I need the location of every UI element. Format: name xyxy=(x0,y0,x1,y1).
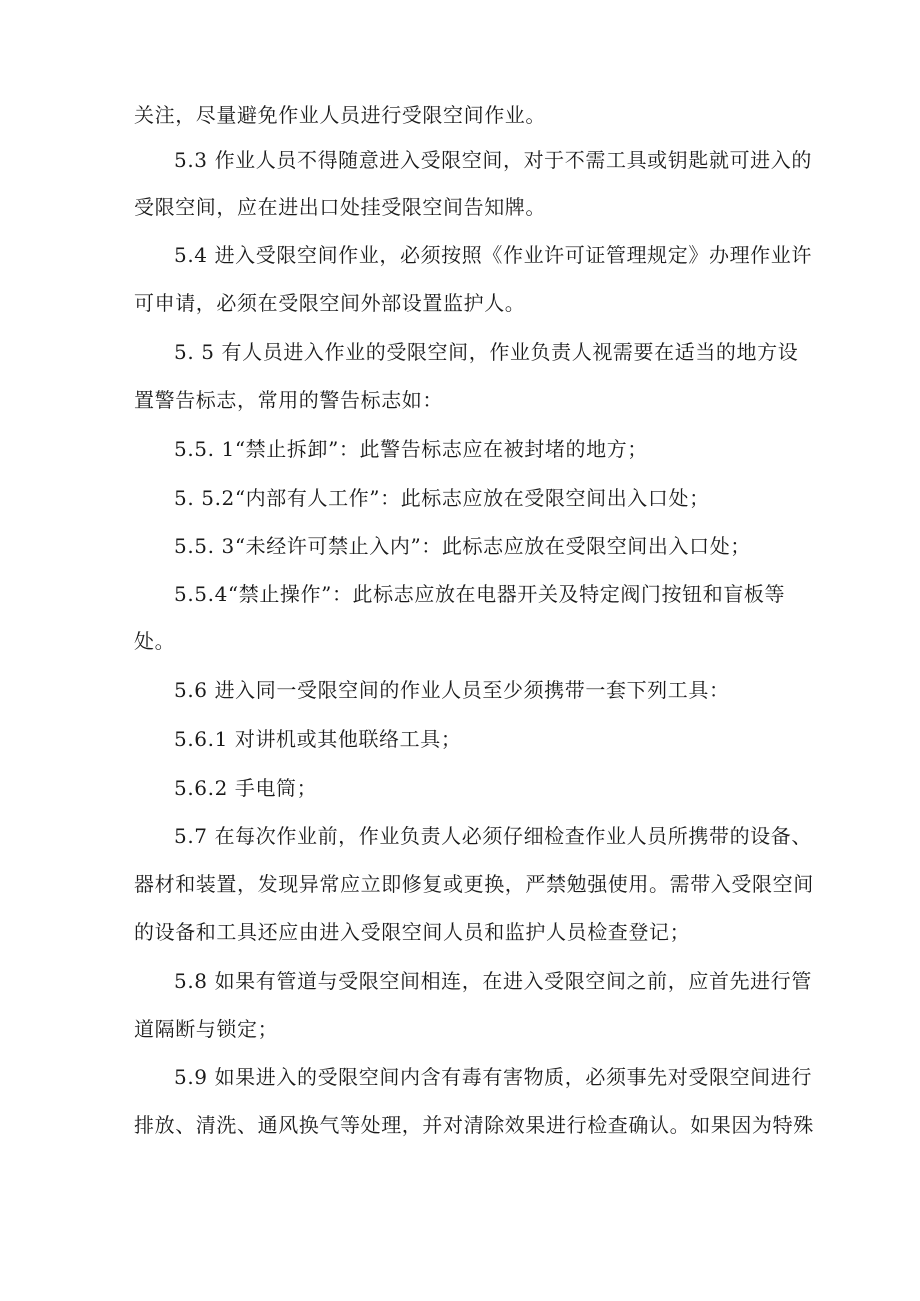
text-line: 5.4 进入受限空间作业，必须按照《作业许可证管理规定》办理作业许 xyxy=(174,243,812,267)
text-line: 5.7 在每次作业前，作业负责人必须仔细检查作业人员所携带的设备、 xyxy=(174,824,812,848)
text-line: 处。 xyxy=(134,629,176,653)
text-line: 5.9 如果进入的受限空间内含有毒有害物质，必须事先对受限空间进行 xyxy=(174,1065,812,1089)
text-line: 5.5. 1“禁止拆卸”：此警告标志应在被封堵的地方； xyxy=(174,437,648,461)
text-line: 5. 5 有人员进入作业的受限空间，作业负责人视需要在适当的地方设 xyxy=(174,340,799,364)
text-line: 5.6 进入同一受限空间的作业人员至少须携带一套下列工具： xyxy=(174,678,730,702)
text-line: 5.3 作业人员不得随意进入受限空间，对于不需工具或钥匙就可进入的 xyxy=(174,148,812,172)
text-line: 5.6.1 对讲机或其他联络工具； xyxy=(174,727,462,751)
text-line: 5.6.2 手电筒； xyxy=(174,776,318,800)
text-line: 道隔断与锁定； xyxy=(134,1017,279,1041)
text-line: 置警告标志，常用的警告标志如： xyxy=(134,388,443,412)
text-line: 关注，尽量避免作业人员进行受限空间作业。 xyxy=(134,103,546,127)
text-line: 5. 5.2“内部有人工作”：此标志应放在受限空间出入口处； xyxy=(174,486,710,510)
text-line: 排放、清洗、通风换气等处理，并对清除效果进行检查确认。如果因为特殊 xyxy=(134,1113,814,1137)
text-line: 5.5.4“禁止操作”：此标志应放在电器开关及特定阀门按钮和盲板等 xyxy=(174,582,786,606)
text-line: 器材和装置，发现异常应立即修复或更换，严禁勉强使用。需带入受限空间 xyxy=(134,872,814,896)
text-line: 5.8 如果有管道与受限空间相连，在进入受限空间之前，应首先进行管 xyxy=(174,969,812,993)
text-line: 5.5. 3“未经许可禁止入内”：此标志应放在受限空间出入口处； xyxy=(174,534,751,558)
text-line: 受限空间，应在进出口处挂受限空间告知牌。 xyxy=(134,195,546,219)
text-line: 可申请，必须在受限空间外部设置监护人。 xyxy=(134,291,526,315)
text-line: 的设备和工具还应由进入受限空间人员和监护人员检查登记； xyxy=(134,920,691,944)
